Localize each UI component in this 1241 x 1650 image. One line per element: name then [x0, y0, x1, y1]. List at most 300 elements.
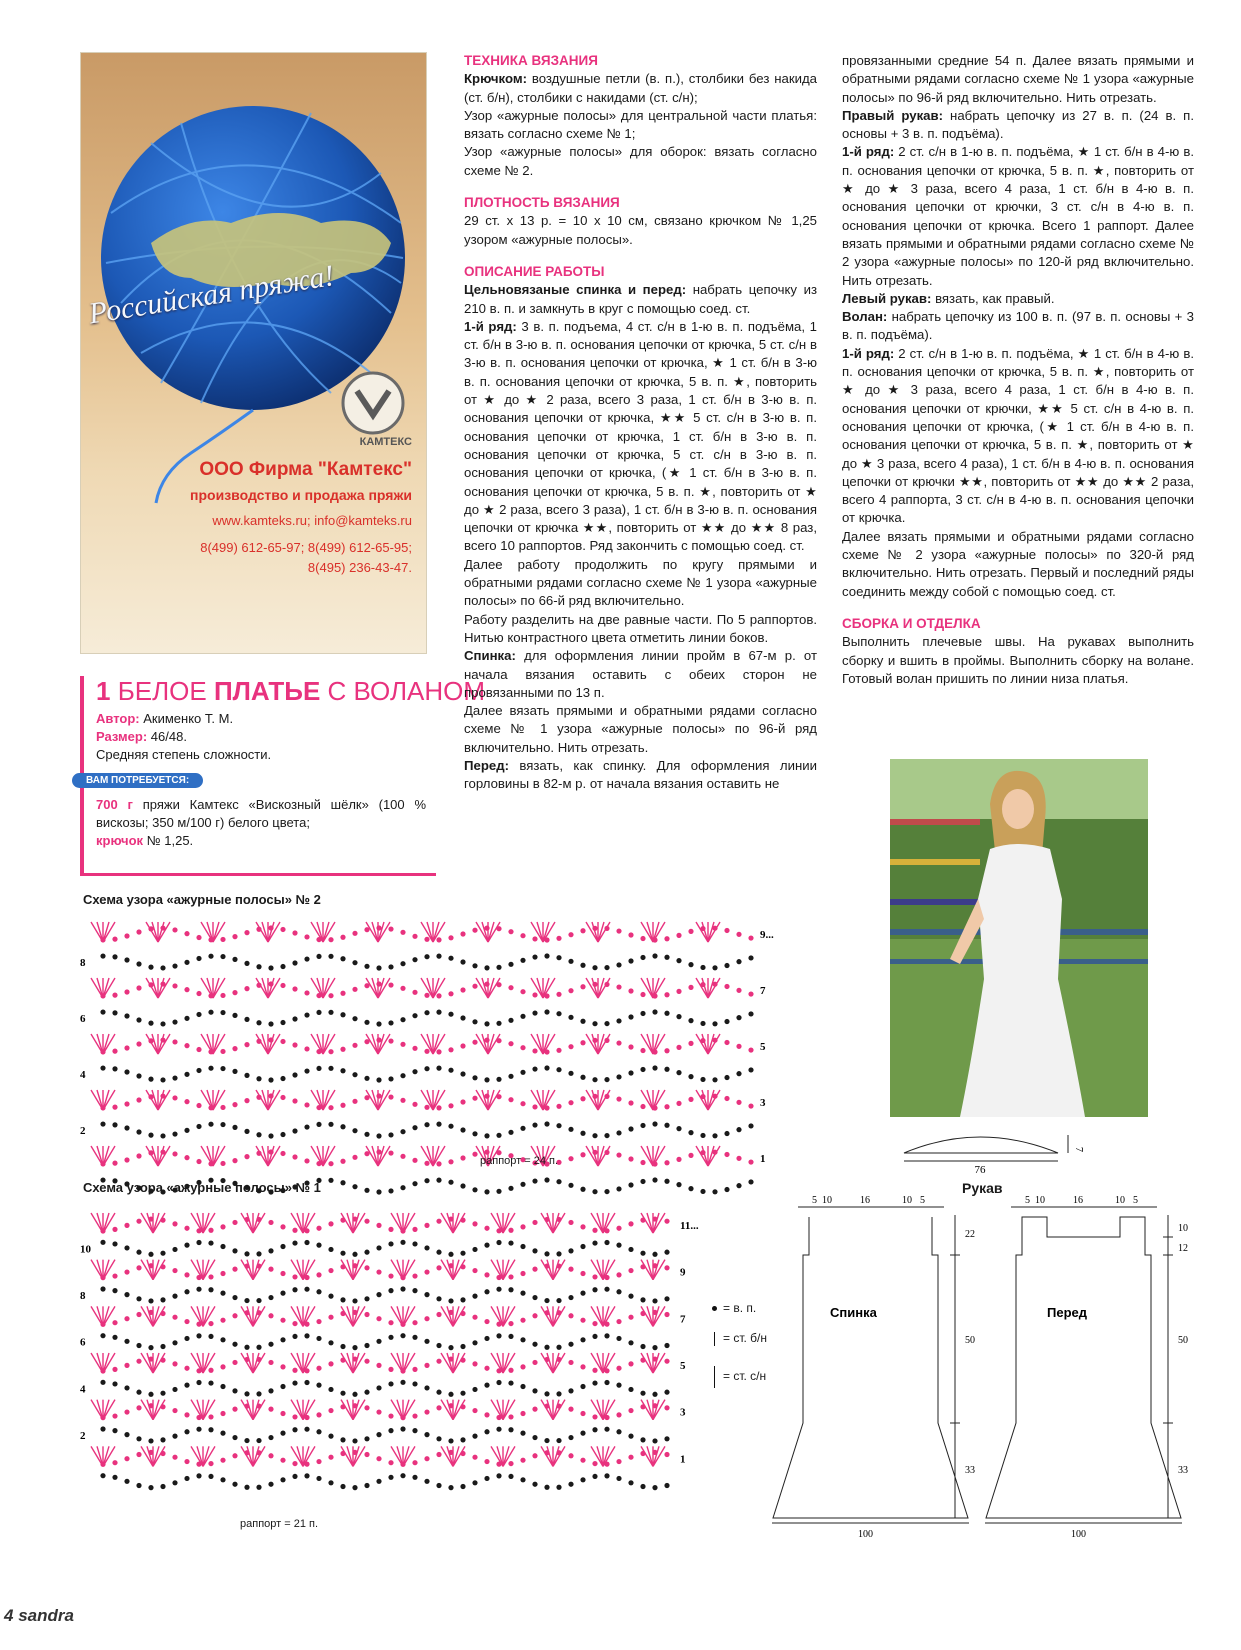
chain-stitch	[304, 1380, 309, 1385]
chain-stitch	[220, 937, 225, 942]
chain-stitch	[496, 1189, 501, 1194]
chain-stitch	[388, 1227, 393, 1232]
chain-stitch	[160, 1133, 165, 1138]
chain-stitch	[688, 985, 693, 990]
chain-stitch	[664, 1219, 669, 1224]
chain-stitch	[520, 1014, 525, 1019]
chain-stitch	[376, 1245, 381, 1250]
chain-stitch	[220, 1010, 225, 1015]
chain-stitch	[424, 1432, 429, 1437]
chain-stitch	[544, 1438, 549, 1443]
stitch-fan	[146, 1034, 170, 1054]
chain-stitch	[508, 1414, 513, 1419]
chain-stitch	[736, 1156, 741, 1161]
chain-stitch	[436, 1359, 441, 1364]
chain-stitch	[520, 1224, 525, 1229]
chain-stitch	[688, 1018, 693, 1023]
chain-stitch	[712, 1133, 717, 1138]
chain-stitch	[280, 1384, 285, 1389]
chain-stitch	[688, 1041, 693, 1046]
chain-stitch	[388, 1150, 393, 1155]
chain-stitch	[628, 1361, 633, 1366]
chain-stitch	[532, 1295, 537, 1300]
chain-stitch	[328, 1178, 333, 1183]
ad-web: www.kamteks.ru; info@kamteks.ru	[212, 513, 412, 528]
chain-stitch	[316, 954, 321, 959]
chain-stitch	[484, 1021, 489, 1026]
chain-stitch	[628, 1315, 633, 1320]
chain-stitch	[244, 1073, 249, 1078]
chain-stitch	[484, 1459, 489, 1464]
chain-stitch	[112, 1367, 117, 1372]
chain-stitch	[604, 1021, 609, 1026]
chain-stitch	[112, 1227, 117, 1232]
chain-stitch	[244, 1154, 249, 1159]
chain-stitch	[424, 1049, 429, 1054]
chain-stitch	[376, 1021, 381, 1026]
chain-stitch	[412, 1102, 417, 1107]
chain-stitch	[484, 1319, 489, 1324]
chain-stitch	[256, 1298, 261, 1303]
back-side-1: 22	[965, 1229, 975, 1240]
chain-stitch	[172, 1221, 177, 1226]
chain-stitch	[436, 1312, 441, 1317]
back-bottom: 100	[858, 1529, 873, 1540]
chain-stitch	[208, 1461, 213, 1466]
chain-stitch	[640, 1297, 645, 1302]
chain-stitch	[256, 1251, 261, 1256]
chain-stitch	[580, 1384, 585, 1389]
stitch-fan	[696, 1090, 720, 1110]
stitch-fan	[91, 1353, 115, 1373]
stitch-fan	[146, 922, 170, 942]
chain-stitch	[520, 958, 525, 963]
chain-stitch	[316, 1243, 321, 1248]
chain-stitch	[628, 1480, 633, 1485]
chain-stitch	[220, 1049, 225, 1054]
chain-stitch	[484, 1226, 489, 1231]
chain-stitch	[424, 993, 429, 998]
chain-stitch	[328, 937, 333, 942]
garment-diagrams	[760, 1193, 1200, 1540]
chain-stitch	[100, 1426, 105, 1431]
chain-stitch	[568, 1267, 573, 1272]
chain-stitch	[628, 1268, 633, 1273]
chain-stitch	[388, 1076, 393, 1081]
chain-stitch	[376, 1037, 381, 1042]
chain-stitch	[448, 1103, 453, 1108]
chain-stitch	[328, 1340, 333, 1345]
chain-stitch	[232, 957, 237, 962]
stitch-fan	[586, 1034, 610, 1054]
chain-stitch	[580, 1019, 585, 1024]
chain-stitch	[544, 1345, 549, 1350]
stitch-fan	[366, 1034, 390, 1054]
chain-stitch	[484, 1150, 489, 1155]
stitch-fan	[91, 1446, 115, 1466]
stitch-fan	[391, 1353, 415, 1373]
chain-stitch	[448, 1485, 453, 1490]
work-2-text: 3 в. п. подъема, 4 ст. с/н в 1-ю в. п. подъёма, 1 ст. б/н в 3-ю в. п. основания цепочки от крючка, 5 ст. с/н в 3-ю в. п. основания цепочки от крючка, ★ 1 ст. б/н в 3-ю в. п. основания цепочки от крючка, 5 в. п. ★, повторить от ★ до ★ 2 раза, всего 3 раза, 1 ст. б/н в 3-ю в. п. основания цепочки от крючка, ★★ 5 ст. с/н в 3-ю в. п. основания цепочки от крючка, 1 ст. б/н в 3-ю в. п. основания цепочки от крючка, 5 ст. с/н в 3-ю в. п. основания цепочки от крючка, (★ 1 ст. б/н в 3-ю в. п. основания цепочки от крючка, 5 в. п. ★, повторить от ★ до ★ 2 раза, всего 3 раза), 1 ст. б/н в 3-ю в. п. основания цепочки от крючка ★★, повторить от ★★ до ★★ 8 раз, всего 10 раппортов. Ряд закончить с помощью соед. ст.	[464, 318, 817, 554]
chain-stitch	[136, 1390, 141, 1395]
chain-stitch	[568, 988, 573, 993]
cont-6-text: 2 ст. с/н в 1-ю в. п. подъёма, ★ 1 ст. б/н в 4-ю в. п. основания цепочки от крючка, 5 в. п. ★, повторить от ★ до ★ 3 раза, всего 4 раза, 1 ст. б/н в 4-ю в. п. основания цепочки от крючки, ★★ 5 ст. с/н в 4-ю в. п. основания цепочки от крючка, (★ 1 ст. б/н в 4-ю в. п. основания цепочки от крючка, 5 в. п. ★, повторить от ★ до ★ 3 раза, всего 4 раза), 1 ст. б/н в 4-ю в. п. основания цепочки от крючки ★★, повторить от ★★ до ★★ 2 раза, всего 4 раппорта, 3 ст. с/н в 4-ю в. п. основания цепочки от крючка.	[842, 345, 1194, 526]
chain-stitch	[136, 1073, 141, 1078]
chain-stitch	[448, 1124, 453, 1129]
chain-stitch	[328, 1361, 333, 1366]
chain-stitch	[604, 965, 609, 970]
cont-3-label: 1-й ряд:	[842, 144, 895, 160]
chain-stitch	[328, 954, 333, 959]
chain-stitch	[616, 984, 621, 989]
chain-stitch	[484, 1366, 489, 1371]
chain-stitch	[664, 1452, 669, 1457]
column-right	[842, 52, 1194, 688]
stitch-fan	[256, 922, 280, 942]
chain-stitch	[256, 1391, 261, 1396]
chain-stitch	[712, 1189, 717, 1194]
chain-stitch	[616, 1476, 621, 1481]
chain-stitch	[268, 1133, 273, 1138]
chain-stitch	[376, 925, 381, 930]
chain-stitch	[148, 1298, 153, 1303]
chain-stitch	[580, 1131, 585, 1136]
chain-stitch	[232, 1295, 237, 1300]
back-side-2: 50	[965, 1335, 975, 1346]
chain-stitch	[628, 1455, 633, 1460]
chain-stitch	[664, 1048, 669, 1053]
chain-stitch	[412, 1320, 417, 1325]
stitch-fan	[391, 1446, 415, 1466]
chain-stitch	[376, 1077, 381, 1082]
stitch-fan	[91, 1213, 115, 1233]
column-middle	[464, 52, 817, 794]
chain-stitch	[220, 1244, 225, 1249]
chain-stitch	[616, 1226, 621, 1231]
technique-2: Узор «ажурные полосы» для центральной части платья: вязать согласно схеме № 1;	[464, 107, 817, 142]
pattern-title	[96, 676, 485, 707]
legend-stbn	[712, 1330, 822, 1346]
stitch-fan	[586, 922, 610, 942]
chain-stitch	[100, 1473, 105, 1478]
author-value: Акименко Т. М.	[143, 711, 234, 726]
chain-stitch	[484, 982, 489, 987]
chain-stitch	[412, 1125, 417, 1130]
chain-stitch	[472, 1340, 477, 1345]
chain-stitch	[124, 1269, 129, 1274]
chain-stitch	[148, 1252, 153, 1257]
hook-label: крючок	[96, 833, 144, 848]
chain-stitch	[160, 1391, 165, 1396]
chain-stitch	[136, 1219, 141, 1224]
chain-stitch	[136, 1097, 141, 1102]
title-part-1: БЕЛОЕ	[117, 676, 207, 706]
chain-stitch	[664, 1104, 669, 1109]
chain-stitch	[172, 1039, 177, 1044]
row-number-left: 2	[80, 1430, 86, 1442]
stitch-fan	[91, 1400, 115, 1420]
chain-stitch	[148, 965, 153, 970]
chain-stitch	[352, 1485, 357, 1490]
row-number-left: 10	[80, 1243, 91, 1256]
chain-stitch	[412, 1241, 417, 1246]
sleeve-label: Рукав	[962, 1180, 1003, 1196]
technique-1-label: Крючком:	[464, 71, 527, 87]
chain-stitch	[124, 1223, 129, 1228]
chain-stitch	[232, 1158, 237, 1163]
chain-stitch	[292, 986, 297, 991]
chain-stitch	[724, 1075, 729, 1080]
chain-stitch	[316, 1429, 321, 1434]
row-number-right: 5	[680, 1360, 686, 1372]
chain-stitch	[376, 1269, 381, 1274]
chain-stitch	[364, 1296, 369, 1301]
chain-stitch	[112, 1335, 117, 1340]
stitch-fan	[341, 1213, 365, 1233]
chain-stitch	[436, 1049, 441, 1054]
stitch-fan	[476, 1090, 500, 1110]
chain-stitch	[112, 1320, 117, 1325]
chain-stitch	[352, 1298, 357, 1303]
chain-stitch	[520, 1291, 525, 1296]
chain-stitch	[472, 1221, 477, 1226]
chain-stitch	[136, 1153, 141, 1158]
chain-stitch	[340, 1047, 345, 1052]
chain-stitch	[508, 1380, 513, 1385]
chain-stitch	[652, 1009, 657, 1014]
chain-stitch	[496, 1021, 501, 1026]
chain-stitch	[568, 1127, 573, 1132]
chain-stitch	[544, 1298, 549, 1303]
kamteks-advert	[80, 52, 427, 654]
ad-company: ООО Фирма "Камтекс"	[199, 459, 412, 480]
chain-stitch	[184, 1099, 189, 1104]
chain-stitch	[556, 1438, 561, 1443]
ad-phones-2: 8(495) 236-43-47.	[307, 560, 412, 575]
chain-stitch	[364, 964, 369, 969]
chain-stitch	[652, 953, 657, 958]
chain-stitch	[616, 1429, 621, 1434]
chain-stitch	[748, 1123, 753, 1128]
chain-stitch	[424, 1066, 429, 1071]
chain-stitch	[448, 956, 453, 961]
chain-stitch	[364, 1359, 369, 1364]
chain-stitch	[112, 1049, 117, 1054]
chain-stitch	[748, 1159, 753, 1164]
chain-stitch	[412, 1013, 417, 1018]
chain-stitch	[676, 1157, 681, 1162]
size-value: 46/48.	[150, 729, 187, 744]
chain-stitch	[520, 1384, 525, 1389]
chain-stitch	[628, 958, 633, 963]
chain-stitch	[196, 1103, 201, 1108]
density: 29 ст. х 13 р. = 10 х 10 см, связано крючком № 1,25 узором «ажурные полосы».	[464, 213, 817, 247]
chain-stitch	[484, 1289, 489, 1294]
schema1-rapport: раппорт = 21 п.	[240, 1518, 319, 1530]
chain-stitch	[340, 956, 345, 961]
chain-stitch	[604, 1473, 609, 1478]
chain-stitch	[592, 1321, 597, 1326]
chain-stitch	[400, 1129, 405, 1134]
chain-stitch	[436, 1178, 441, 1183]
chain-stitch	[436, 1250, 441, 1255]
chain-stitch	[124, 1456, 129, 1461]
chain-stitch	[748, 1011, 753, 1016]
chain-stitch	[400, 1185, 405, 1190]
chain-stitch	[508, 985, 513, 990]
stitch-fan	[341, 1400, 365, 1420]
front-dim-1: 5	[1025, 1195, 1030, 1206]
chain-stitch	[532, 1220, 537, 1225]
chain-stitch	[436, 1105, 441, 1110]
chain-stitch	[616, 1412, 621, 1417]
chain-stitch	[424, 1223, 429, 1228]
chain-stitch	[364, 1132, 369, 1137]
chain-stitch	[580, 1477, 585, 1482]
stitch-fan	[91, 922, 115, 942]
chain-stitch	[700, 965, 705, 970]
chain-stitch	[352, 1345, 357, 1350]
chain-stitch	[460, 987, 465, 992]
chain-stitch	[244, 1298, 249, 1303]
cont-5-text: набрать цепочку из 100 в. п. (97 в. п. основы + 3 в. п. подъёма).	[842, 309, 1195, 343]
chain-stitch	[520, 1337, 525, 1342]
cont-3	[842, 143, 1194, 289]
chain-stitch	[304, 934, 309, 939]
chain-stitch	[676, 958, 681, 963]
chain-stitch	[316, 1336, 321, 1341]
legend-stsn	[712, 1366, 822, 1388]
chain-stitch	[568, 959, 573, 964]
chain-stitch	[640, 1160, 645, 1165]
title-part-2: ПЛАТЬЕ	[213, 676, 321, 706]
chain-stitch	[700, 1189, 705, 1194]
chain-stitch	[340, 1484, 345, 1489]
chain-stitch	[604, 1287, 609, 1292]
chain-stitch	[100, 1286, 105, 1291]
chain-stitch	[220, 1337, 225, 1342]
chain-stitch	[196, 1473, 201, 1478]
chain-stitch	[124, 1157, 129, 1162]
chain-stitch	[136, 1129, 141, 1134]
stitch-fan	[241, 1213, 265, 1233]
chain-stitch	[292, 1016, 297, 1021]
chain-stitch	[604, 1240, 609, 1245]
chain-stitch	[628, 1182, 633, 1187]
chain-stitch	[244, 1098, 249, 1103]
chain-stitch	[532, 1122, 537, 1127]
materials	[96, 796, 426, 850]
chain-stitch	[328, 1105, 333, 1110]
chain-stitch	[508, 929, 513, 934]
cont-2	[842, 107, 1194, 144]
chain-stitch	[172, 1131, 177, 1136]
author-label: Автор:	[96, 711, 140, 726]
cont-2-label: Правый рукав:	[842, 107, 944, 123]
chain-stitch	[712, 965, 717, 970]
chain-stitch	[592, 1461, 597, 1466]
chain-stitch	[388, 1320, 393, 1325]
chain-stitch	[196, 935, 201, 940]
chain-stitch	[556, 992, 561, 997]
cont-6-label: 1-й ряд:	[842, 345, 895, 361]
chain-stitch	[676, 1070, 681, 1075]
chain-stitch	[580, 1040, 585, 1045]
chain-stitch	[136, 1296, 141, 1301]
chain-stitch	[112, 1413, 117, 1418]
chain-stitch	[688, 1153, 693, 1158]
chain-stitch	[472, 1096, 477, 1101]
chain-stitch	[616, 1289, 621, 1294]
chain-stitch	[616, 1459, 621, 1464]
chain-stitch	[304, 956, 309, 961]
chain-stitch	[508, 1041, 513, 1046]
front-dim-2: 10	[1035, 1195, 1045, 1206]
stitch-fan	[541, 1260, 565, 1280]
cont-1: провязанными средние 54 п. Далее вязать прямыми и обратными рядами согласно схеме № 1 узора «ажурные полосы» по 96-й ряд включительно. Нить отрезать.	[842, 53, 1194, 105]
chain-stitch	[472, 1075, 477, 1080]
chain-stitch	[208, 1474, 213, 1479]
chain-stitch	[388, 1460, 393, 1465]
chain-stitch	[448, 1012, 453, 1017]
chain-stitch	[460, 1155, 465, 1160]
chain-stitch	[376, 1385, 381, 1390]
chain-stitch	[628, 1294, 633, 1299]
chain-stitch	[400, 1286, 405, 1291]
chain-stitch	[172, 1268, 177, 1273]
chain-stitch	[280, 1095, 285, 1100]
chain-stitch	[160, 1021, 165, 1026]
chain-stitch	[424, 1339, 429, 1344]
chain-stitch	[124, 1385, 129, 1390]
chain-stitch	[412, 1181, 417, 1186]
chain-stitch	[616, 1272, 621, 1277]
chain-stitch	[712, 1021, 717, 1026]
chain-stitch	[196, 1333, 201, 1338]
chain-stitch	[436, 937, 441, 942]
schema1-title: Схема узора «ажурные полосы» № 1	[83, 1180, 321, 1195]
stitch-fan	[91, 978, 115, 998]
chain-stitch	[592, 1274, 597, 1279]
stitch-fan	[91, 1034, 115, 1054]
row-number-left: 8	[80, 1290, 86, 1302]
chain-stitch	[328, 1294, 333, 1299]
chain-stitch	[568, 932, 573, 937]
chain-stitch	[280, 1337, 285, 1342]
work-4: Работу разделить на две равные части. По 5 раппортов. Нитью контрастного цвета отметить линии боков.	[464, 611, 817, 645]
chain-stitch	[364, 1250, 369, 1255]
chain-stitch	[292, 1414, 297, 1419]
chain-stitch	[616, 1152, 621, 1157]
chain-stitch	[592, 1368, 597, 1373]
chain-stitch	[580, 1337, 585, 1342]
chain-stitch	[172, 1361, 177, 1366]
chain-stitch	[628, 1340, 633, 1345]
ad-tagline: производство и продажа пряжи	[190, 487, 412, 503]
chain-stitch	[280, 1132, 285, 1137]
chain-stitch	[640, 1484, 645, 1489]
chain-stitch	[592, 1427, 597, 1432]
chain-stitch	[700, 1133, 705, 1138]
chain-stitch	[184, 1429, 189, 1434]
chain-stitch	[244, 1345, 249, 1350]
chain-stitch	[340, 1180, 345, 1185]
chain-stitch	[568, 1248, 573, 1253]
chain-stitch	[520, 1182, 525, 1187]
chain-stitch	[508, 1074, 513, 1079]
chain-stitch	[340, 1391, 345, 1396]
chain-stitch	[172, 1151, 177, 1156]
